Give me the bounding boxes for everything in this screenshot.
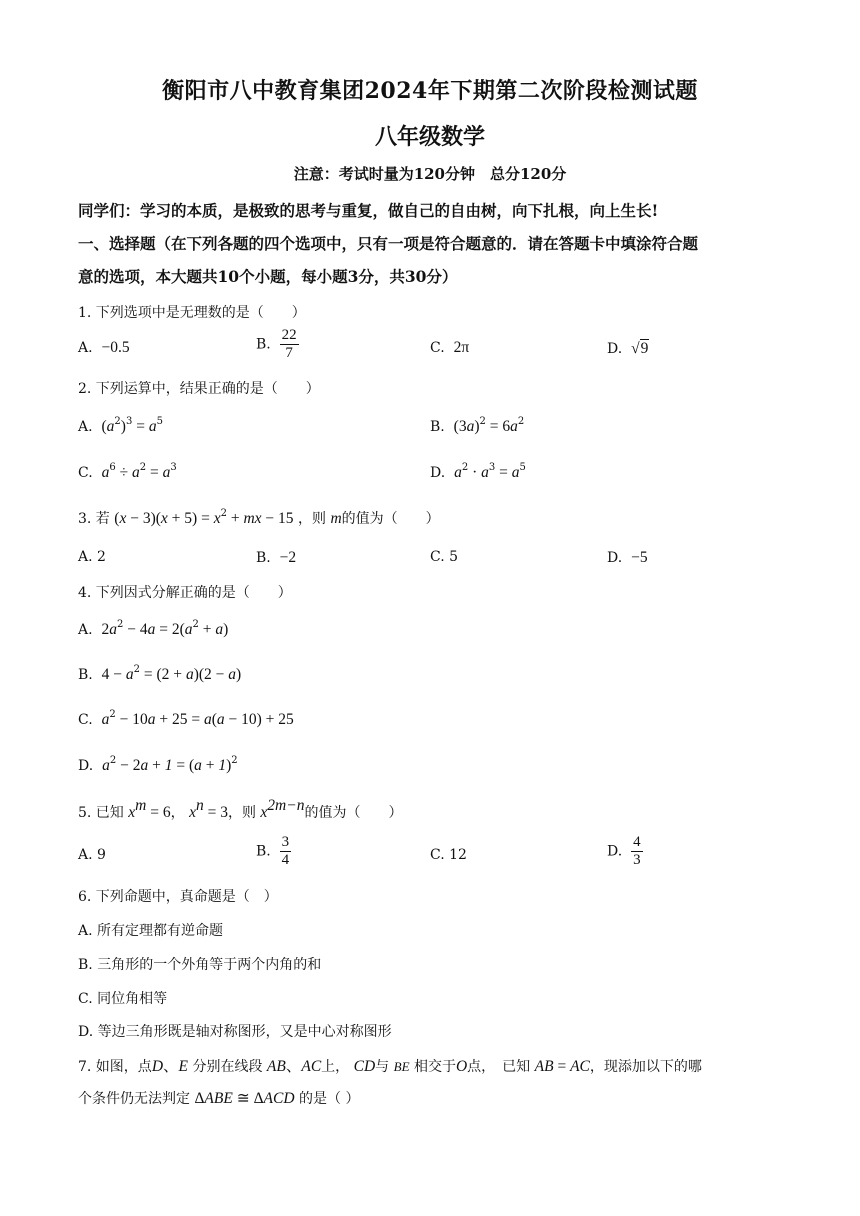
question-5-option-d: D. $\frac{4}{3}$ [607,834,641,868]
fraction: $\frac{4}{3}$ [633,834,641,868]
question-2-option-b: B. $(3a)^2 = 6a^2$ [430,416,525,435]
question-4-option-a: A. $2a^2 - 4a = 2(a^2 + a)$ [78,619,229,638]
question-4-stem: 4. 下列因式分解正确的是（ ） [78,585,292,601]
question-3-option-c: C. 5 [430,549,459,565]
question-5-stem: 5. 已知 $x^m = 6$， $x^n = 3$，则 $x^{2m-n}$的值为（ ） [78,797,403,821]
question-4-option-b: B. $4 - a^2 = (2 + a)(2 - a)$ [78,664,242,683]
question-6-option-b: B. 三角形的一个外角等于两个内角的和 [78,957,322,973]
section-heading-line2: 意的选项，本大题共10个小题，每小题3分，共30分） [78,267,458,286]
question-3-option-d: D. −5 [607,549,648,566]
exam-subtitle: 八年级数学 [374,124,485,150]
question-4-option-d: D. $a^2 - 2a + 1 = (a + 1)^2$ [78,755,238,774]
question-1-option-b: B. $\frac{22}{7}$ [256,327,297,361]
question-3-option-a: A. 2 [78,549,106,565]
question-6-option-c: C. 同位角相等 [78,991,168,1007]
question-3-option-b: B. −2 [256,549,297,566]
motto: 同学们：学习的本质，是极致的思考与重复，做自己的自由树，向下扎根，向上生长! [78,201,659,220]
question-2-stem: 2. 下列运算中，结果正确的是（ ） [78,381,320,397]
question-6-option-a: A. 所有定理都有逆命题 [78,923,224,939]
question-4-option-c: C. $a^2 - 10a + 25 = a(a - 10) + 25$ [78,709,294,728]
exam-title: 衡阳市八中教育集团2024年下期第二次阶段检测试题 [162,78,698,104]
question-6-option-d: D. 等边三角形既是轴对称图形，又是中心对称图形 [78,1024,392,1040]
question-5-option-c: C. 12 [430,847,467,863]
question-7-stem-line1: 7. 如图，点D、E 分别在线段 AB、AC上， CD与 BE 相交于O点， 已知 AB = AC，现添加以下的哪 [78,1058,702,1075]
sqrt-radicand: 9 [640,340,649,357]
question-3-stem: 3. 若 $(x - 3)(x + 5) = x^2$ + mx − 15 ，则 m的值为（ ） [78,508,440,527]
question-5-option-a: A. 9 [78,847,106,863]
question-2-option-a: A. $(a^2)^3 = a^5$ [78,416,163,435]
question-1-stem: 1. 下列选项中是无理数的是（ ） [78,305,306,321]
exam-notice: 注意：考试时量为120分钟 总分120分 [293,165,567,183]
section-heading-line1: 一、选择题（在下列各题的四个选项中，只有一项是符合题意的．请在答题卡中填涂符合题 [78,234,699,253]
fraction: $\frac{22}{7}$ [281,327,297,361]
question-2-option-c: C. $a^6 \div a^2 = a^3$ [78,462,177,481]
question-1-option-c: C. 2π [430,339,470,356]
question-2-option-d: D. $a^2 \cdot a^3 = a^5$ [430,462,526,481]
question-7-stem-line2: 个条件仍无法判定 ΔABE ≅ ΔACD 的是（ ） [78,1090,360,1107]
question-1-option-a: A. −0.5 [78,339,130,356]
question-1-option-d: D. √9 [607,340,649,357]
question-6-stem: 6. 下列命题中，真命题是（ ） [78,889,278,905]
fraction: $\frac{3}{4}$ [281,834,290,868]
question-5-option-b: B. $\frac{3}{4}$ [256,834,290,868]
